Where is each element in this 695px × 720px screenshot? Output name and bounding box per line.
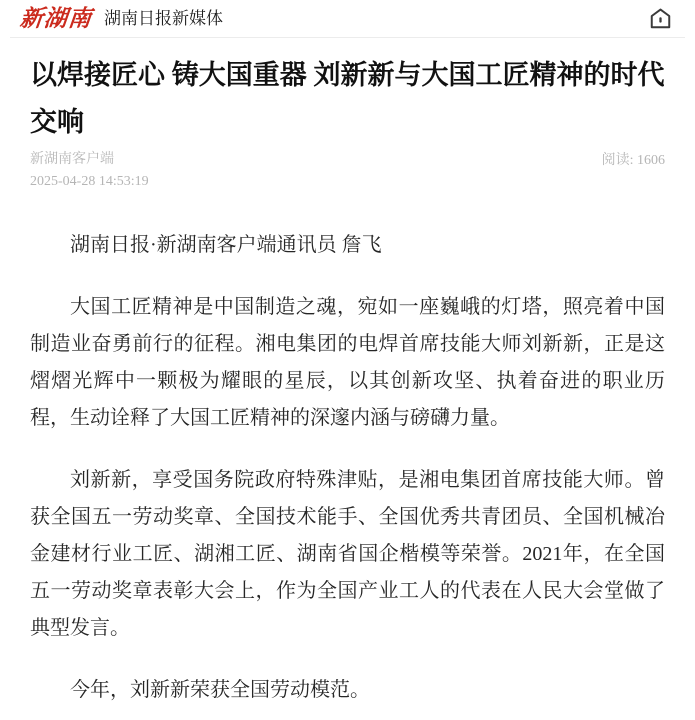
brand-title: 湖南日报新媒体 (104, 9, 223, 28)
top-bar (0, 0, 695, 37)
xinhunan-logo[interactable]: 新湖南 (18, 6, 94, 31)
article-body (30, 227, 665, 709)
article-content (0, 52, 695, 709)
article-paragraph: 湖南日报·新湖南客户端通讯员 詹飞 (70, 234, 382, 256)
home-icon[interactable] (648, 6, 673, 31)
article-publish-time: 2025-04-28 14:53:19 (30, 174, 149, 189)
article-title: 以焊接匠心 铸大国重器 刘新新与大国工匠精神的时代交响 (30, 60, 665, 137)
article-meta-left (30, 149, 149, 193)
article-meta (30, 149, 665, 193)
article-paragraph: 今年，刘新新荣获全国劳动模范。 (70, 679, 370, 701)
article-paragraph: 大国工匠精神是中国制造之魂，宛如一座巍峨的灯塔，照亮着中国制造业奋勇前行的征程。湘电集团的电焊首席技能大师刘新新，正是这熠熠光辉中一颗极为耀眼的星辰，以其创新攻坚、执着奋进的职业历程，生动诠释了大国工匠精神的深邃内涵与磅礴力量。 (30, 296, 665, 429)
header-divider (10, 37, 685, 38)
article-source: 新湖南客户端 (30, 152, 114, 167)
article-paragraph: 刘新新，享受国务院政府特殊津贴，是湘电集团首席技能大师。曾获全国五一劳动奖章、全国技术能手、全国优秀共青团员、全国机械冶金建材行业工匠、湖湘工匠、湖南省国企楷模等荣誉。2021年，在全国五一劳动奖章表彰大会上，作为全国产业工人的代表在人民大会堂做了典型发言。 (30, 469, 665, 639)
read-count: 阅读: 1606 (601, 153, 665, 168)
